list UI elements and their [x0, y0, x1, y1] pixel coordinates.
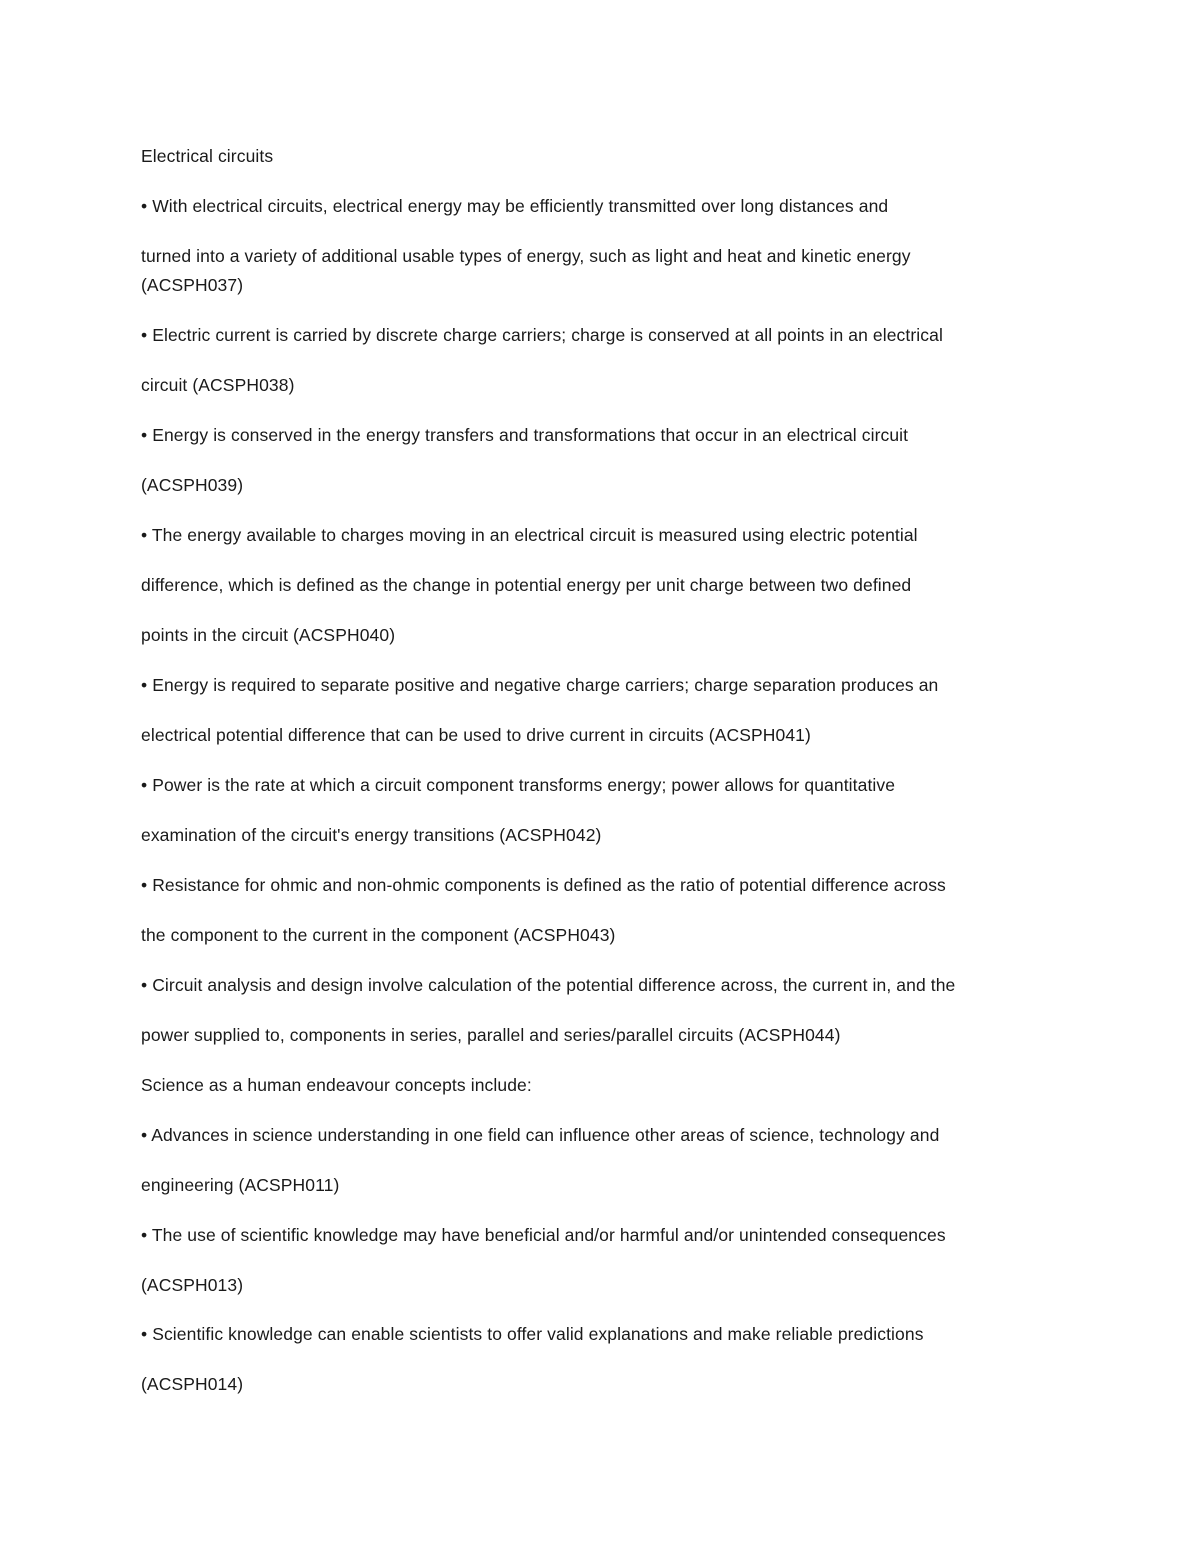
text-line: points in the circuit (ACSPH040) — [141, 625, 396, 645]
text-line: • The use of scientific knowledge may have beneficial and/or harmful and/or unintended consequences — [141, 1225, 946, 1245]
text-line: circuit (ACSPH038) — [141, 375, 295, 395]
text-line: engineering (ACSPH011) — [141, 1175, 340, 1195]
text-line: • With electrical circuits, electrical energy may be efficiently transmitted over long distances and — [141, 196, 889, 216]
text-line: examination of the circuit's energy transitions (ACSPH042) — [141, 825, 602, 845]
text-line: • Advances in science understanding in one field can influence other areas of science, technology and — [141, 1125, 940, 1145]
text-line: • The energy available to charges moving in an electrical circuit is measured using electric potential — [141, 525, 918, 545]
text-line: • Energy is conserved in the energy transfers and transformations that occur in an electrical circuit — [141, 425, 909, 445]
text-line: • Power is the rate at which a circuit component transforms energy; power allows for quantitative — [141, 775, 896, 795]
section-heading: Science as a human endeavour concepts include: — [141, 1075, 532, 1095]
text-line: (ACSPH039) — [141, 475, 244, 495]
text-line: turned into a variety of additional usable types of energy, such as light and heat and kinetic energy — [141, 246, 911, 266]
text-line: electrical potential difference that can be used to drive current in circuits (ACSPH041) — [141, 725, 811, 745]
text-line: • Circuit analysis and design involve calculation of the potential difference across, the current in, and the — [141, 975, 956, 995]
text-line: (ACSPH014) — [141, 1374, 244, 1394]
text-line: (ACSPH013) — [141, 1275, 244, 1295]
text-line: (ACSPH037) — [141, 275, 244, 295]
text-line: • Scientific knowledge can enable scientists to offer valid explanations and make reliable predictions — [141, 1324, 924, 1344]
document-heading: Electrical circuits — [141, 146, 274, 166]
text-line: difference, which is defined as the change in potential energy per unit charge between two defined — [141, 575, 912, 595]
text-line: • Electric current is carried by discrete charge carriers; charge is conserved at all points in an electrical — [141, 325, 943, 345]
text-line: • Resistance for ohmic and non-ohmic components is defined as the ratio of potential difference across — [141, 875, 946, 895]
text-line: power supplied to, components in series, parallel and series/parallel circuits (ACSPH044) — [141, 1025, 841, 1045]
text-line: the component to the current in the component (ACSPH043) — [141, 925, 616, 945]
text-line: • Energy is required to separate positive and negative charge carriers; charge separation produces an — [141, 675, 939, 695]
